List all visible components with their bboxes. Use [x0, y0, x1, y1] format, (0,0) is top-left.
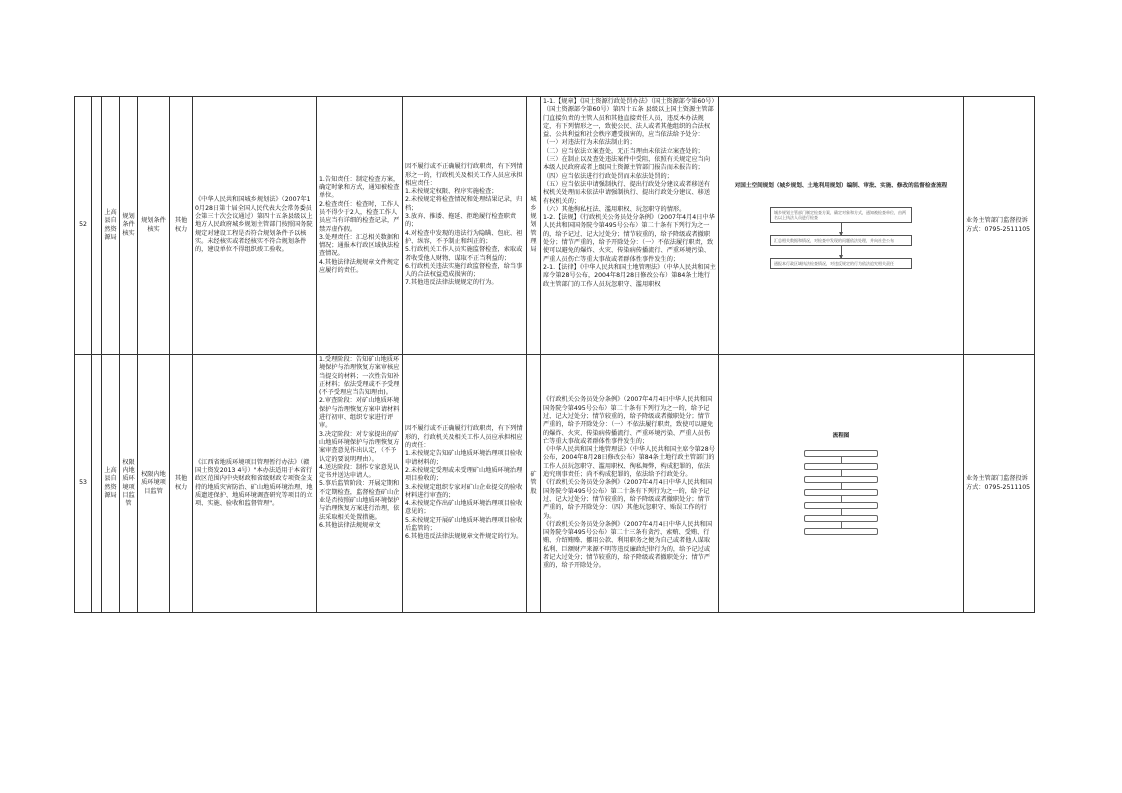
flowchart-step: [804, 528, 878, 535]
legal-basis-item: 2-1.【法律】《中华人民共和国土地管理法》（中华人民共和国主席令第28号公布，2004年8月28日修改公布）第84条土地行政主管部门的工作人员玩忽职守、滥用职权: [543, 263, 716, 288]
item-name: 规划条件核实: [120, 97, 138, 355]
accountability-item: 3.放弃、推诿、拖延、拒绝履行检查职责的；: [405, 213, 517, 229]
accountability-item: 7.其他违反法律法规规定的行为。: [405, 279, 498, 287]
responsibility-item: 4.送达阶段：制作专家意见认定书并送达申请人。: [319, 463, 400, 480]
accountability-item: 2.未按规定将检查情况和处理结果记录，归档；: [405, 196, 523, 212]
department-name: 上高县自然资源局: [102, 355, 120, 613]
flowchart-step: [804, 502, 878, 509]
responsibility-item: 1.受理阶段：告知矿山地质环境保护与治理恢复方案审核应当提交的材料；一次性告知补正材料；依法受理或不予受理(不予受理应当告知理由)。: [319, 356, 400, 397]
item-subname: 权限内地质环境项目监管: [138, 355, 170, 613]
accountability-item: 4.未按规定作出矿山地质环境治理项目验收意见的；: [405, 500, 523, 516]
responsibility-list: [317, 355, 403, 613]
responsibility-item: 2.审查阶段：对矿山地质环境保护与治理恢复方案申请材料进行初审、组织专家进行评审。: [319, 397, 400, 430]
responsibility-item: 5.事后监管阶段：开展定期和不定期检查，监督检查矿山企业是否按照矿山地质环境保护与治理恢复方案进行治理，依法采取相关处置措施。: [319, 480, 400, 521]
blank-cell: [92, 355, 102, 613]
flowchart-step: 通报本行政区域执法检查情况，对违反规定的行为依法追究相关责任: [770, 258, 912, 269]
accountability-item: 2.未按规定受理或未受理矿山地质环境治理项目验收的；: [405, 466, 523, 483]
flowchart: [721, 432, 961, 535]
responsibility-item: 4.其他法律法规规章文件规定应履行的责任。: [319, 258, 400, 274]
supervision-info: 业务主管部门监督投诉方式：0795-2511105: [964, 97, 1035, 355]
accountability-item: 4.对检查中发现的违法行为隐瞒、包庇、袒护、纵容，不予制止和纠正的；: [405, 229, 523, 245]
legal-basis-item: （二）应当依法立案查处，无正当理由未依法立案查处的；: [543, 147, 704, 155]
flowchart-step: [804, 476, 878, 483]
legal-basis-item: （一）对违法行为未依法制止的；: [543, 139, 636, 147]
accountability-item: 5.行政机关工作人员实施监督检查，索取或者收受他人财物、谋取不正当利益的；: [405, 246, 523, 262]
responsible-unit: 城乡规划管理局: [527, 97, 541, 355]
legal-basis-item: （五）应当依法申请强制执行、提出行政处分建议或者移送有权机关处理而未依法申请强制执行、提出行政处分建议、移送有权机关的；: [543, 180, 711, 205]
table-row: [75, 97, 1035, 355]
legal-basis-item: 1-1.【规章】《国土资源行政处罚办法》（国土资源部令第60号）（国土资源部令第60号）第四十五条 县级以上国土资源主管部门直接负责的主管人员和其他直接责任人员，违反本办法规定，有下列情形之一，致使公民、法人或者其他组织的合法权益、公共利益和社会秩序遭受损害的，应当依法给予处分：: [543, 98, 715, 139]
accountability-item: 因不履行或不正确履行行政职责，有下列情形的，行政机关及相关工作人员应承担相应的责任：: [405, 425, 523, 450]
responsibility-list: [317, 97, 403, 355]
legal-basis-item: （四）应当依法进行行政处罚而未依法处罚的；: [543, 172, 673, 180]
legal-basis-item: 1-2.【法规】《行政机关公务员处分条例》（2007年4月4日中华人民共和国国务院令第495号公布）第二十条有下列行为之一的，给予记过、记大过处分；情节较重的，给予降级或者撤职处分；情节严重的，给予开除处分：（一）不依法履行职责，致使可以避免的爆炸、火灾、传染病传播流行、严重环境污染、严重人员伤亡等重大事故或者群体性事件发生的；: [543, 214, 715, 263]
legal-basis-item: （六）其他徇私枉法、滥用职权、玩忽职守的情形。: [543, 205, 686, 213]
legal-basis-list: [541, 355, 719, 613]
flowchart-step: 城乡规划主管部门制定检查方案，确定对象和方式，通知被检查单位，由两名以上执法人员进行检查: [770, 207, 912, 223]
flowchart-step: [804, 463, 878, 470]
responsibility-item: 6.其他法律法规规章文: [319, 521, 381, 529]
power-type: 其他权力: [170, 97, 193, 355]
flowchart-arrow: [841, 246, 842, 258]
flowchart-title: 流程图: [832, 432, 850, 439]
power-list-table: [74, 96, 1035, 613]
flowchart-step: [804, 489, 878, 496]
power-basis: 《江西省地质环境项目管理暂行办法》（赣国土资发2013 4号）"本办法适用于本省行政区范围内中央财政和省级财政专项资金支持的地质灾害防治、矿山地质环境治理、地质遗迹保护、地质环境调查研究等项目的立项、实施、验收和监督管理"。: [193, 355, 317, 613]
responsibility-item: 3.决定阶段：对专家提出的矿山地质环境保护与治理恢复方案审查意见作出认定，（不予认定的要说明理由）。: [319, 430, 400, 463]
accountability-item: 1.未按规定告知矿山地质环境治理项目验收申请材料的；: [405, 450, 523, 466]
accountability-item: 5.未按规定开展矿山地质环境治理项目验收后监管的；: [405, 516, 523, 532]
item-subname: 规划条件核实: [138, 97, 170, 355]
accountability-item: 6.其他违反法律法规规章文件规定的行为。: [405, 533, 523, 541]
responsibility-item: 1.告知责任：制定检查方案，确定时象和方式，通知被检查单位。: [319, 175, 400, 200]
legal-basis-item: 《行政机关公务员处分条例》（2007年4月4日中华人民共和国国务院令第495号公布）第二十三条有贪污、索贿、受贿、行贿、介绍贿赂、挪用公款、利用职务之便为自己或者他人谋取私利、巨额财产来源不明等违反廉政纪律行为的，给予记过或者记大过处分；情节较重的，给予降级或者撤职处分；情节严重的，给予开除处分。: [543, 520, 713, 570]
responsible-unit: 矿管股: [527, 355, 541, 613]
accountability-item: 6.行政机关违法实施行政监督检查，给当事人的合法权益造成损害的；: [405, 262, 523, 279]
blank-cell: [92, 97, 102, 355]
row-number: 53: [75, 355, 92, 613]
table-row: [75, 355, 1035, 613]
legal-basis-item: 《行政机关公务员处分条例》（2007年4月4日中华人民共和国国务院令第495号公布）第二十条有下列行为之一的，给予记过、记大过处分；情节较重的，给予降级或者撤职处分；情节严重的，给予开除处分：（一）不依法履行职责，致使可以避免的爆炸、火灾、传染病传播流行、严重环境污染、严重人员伤亡等重大事故或者群体性事件发生的；: [543, 396, 714, 445]
item-name: 权限内地质环境项目监管: [120, 355, 138, 613]
legal-basis-list: [541, 97, 719, 355]
department-name: 上高县自然资源局: [102, 97, 120, 355]
flowchart-arrow: [841, 223, 842, 235]
legal-basis-item: 《行政机关公务员处分条例》（2007年4月4日中华人民共和国国务院令第495号公布）第二十条有下列行为之一的，给予记过、记大过处分；情节较重的，给予降级或者撤职处分；情节严重的，给予开除处分：（四）其他玩忽职守、贻误工作的行为。: [543, 479, 713, 520]
power-type: 其他权力: [170, 355, 193, 613]
legal-basis-item: 《中华人民共和国土地管理法》（中华人民共和国主席令第28号公布，2004年8月28日修改公布）第84条土地行政主管部门的工作人员玩忽职守、滥用职权、徇私舞弊，构成犯罪的，依法追究刑事责任；尚不构成犯罪的，依法给予行政处分。: [543, 446, 715, 479]
accountability-list: [403, 97, 527, 355]
accountability-list: [403, 355, 527, 613]
flowchart-cell: [719, 97, 964, 355]
accountability-item: 3.未按规定组织专家对矿山企业提交的验收材料进行审查的；: [405, 483, 523, 499]
flowchart-step: 汇总相关数据和情况，对检查中发现的问题依法处理，并向社会公布: [770, 235, 912, 246]
row-number: 52: [75, 97, 92, 355]
accountability-item: 1.未按规定权限、程序实施检查；: [405, 188, 498, 196]
flowchart-cell: [719, 355, 964, 613]
flowchart-step: [804, 450, 878, 457]
legal-basis-item: （三）在制止以及查处违法案件中受阻，依照有关规定应当向本级人民政府或者上级国土资源主管部门报告而未报告的；: [543, 156, 711, 172]
flowchart-title: 对国土空间规划（城乡规划、土地利用规划）编制、审批、实施、修改的监督检查流程: [734, 183, 948, 190]
responsibility-item: 2.检查责任：检查时，工作人员不得少于2人，检查工作人员应当有详细的检查记录，严禁弄虚作假。: [319, 200, 400, 233]
responsibility-item: 3.处理责任：汇总相关数据和情况；通报本行政区域执法检查情况。: [319, 233, 400, 258]
supervision-info: 业务主管部门监督投诉方式：0795-2511105: [964, 355, 1035, 613]
flowchart-step: [804, 515, 878, 522]
accountability-item: 因不履行或不正确履行行政职责，有下列情形之一的，行政机关及相关工作人员应承担相应责任：: [405, 163, 523, 187]
power-basis: 《中华人民共和国城乡规划法》（2007年10月28日第十届全国人民代表大会常务委员会第三十次会议通过）第四十五条县级以上地方人民政府城乡规划主管部门按照国务院规定对建设工程是否符合规划条件予以核实。未经核实或者经核实不符合规划条件的，建设单位不得组织竣工验收。: [193, 97, 317, 355]
flowchart: [721, 182, 961, 268]
